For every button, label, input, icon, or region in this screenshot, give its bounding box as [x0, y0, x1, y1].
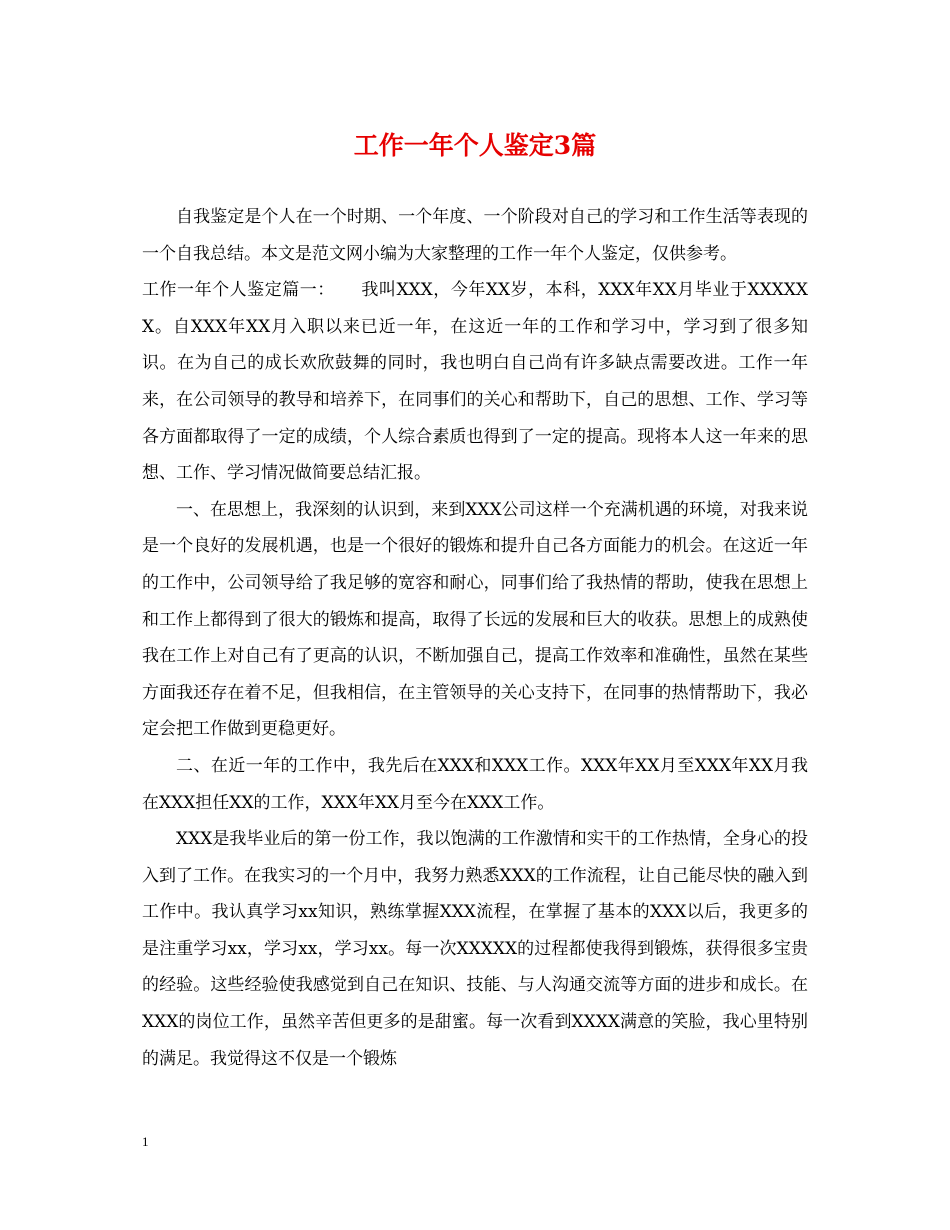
paragraph-intro: 自我鉴定是个人在一个时期、一个年度、一个阶段对自己的学习和工作生活等表现的一个自我总结。本文是范文网小编为大家整理的工作一年个人鉴定，仅供参考。 [142, 207, 808, 264]
paragraph-thought: 一、在思想上，我深刻的认识到，来到XXX公司这样一个充满机遇的环境，对我来说是一个良好的发展机遇，也是一个很好的锻炼和提升自己各方面能力的机会。在这近一年的工作中，公司领导给了我足够的宽容和耐心，同事们给了我热情的帮助，使我在思想上和工作上都得到了很大的锻炼和提高，取得了长远的发展和巨大的收获。思想上的成熟使我在工作上对自己有了更高的认识，不断加强自己，提高工作效率和准确性，虽然在某些方面我还存在着不足，但我相信，在主管领导的关心支持下，在同事的热情帮助下，我必定会把工作做到更稳更好。 [142, 499, 808, 740]
paragraph-work-history: 二、在近一年的工作中，我先后在XXX和XXX工作。XXX年XX月至XXX年XX月我在XXX担任XX的工作，XXX年XX月至今在XXX工作。 [142, 755, 808, 813]
document-title: 工作一年个人鉴定3篇 [353, 131, 597, 160]
paragraph-section-one-heading: 工作一年个人鉴定篇一： 我叫XXX，今年XX岁，本科，XXX年XX月毕业于XXXXXX。自XXX年XX月入职以来已近一年，在这近一年的工作和学习中，学习到了很多知识。在为自己的成长欢欣鼓舞的同时，我也明白自己尚有许多缺点需要改进。工作一年来，在公司领导的教导和培养下，在同事们的关心和帮助下，自己的思想、工作、学习等各方面都取得了一定的成绩，个人综合素质也得到了一定的提高。现将本人这一年来的思想、工作、学习情况做简要总结汇报。 [142, 280, 808, 484]
document-body [142, 199, 808, 1077]
page-number: 1 [142, 1134, 149, 1149]
paragraph-first-job: XXX是我毕业后的第一份工作，我以饱满的工作激情和实干的工作热情，全身心的投入到了工作。在我实习的一个月中，我努力熟悉XXX的工作流程，让自己能尽快的融入到工作中。我认真学习xx知识，熟练掌握XXX流程，在掌握了基本的XXX以后，我更多的是注重学习xx，学习xx，学习xx。每一次XXXXX的过程都使我得到锻炼，获得很多宝贵的经验。这些经验使我感觉到自己在知识、技能、与人沟通交流等方面的进步和成长。在XXX的岗位工作，虽然辛苦但更多的是甜蜜。每一次看到XXXX满意的笑脸，我心里特别的满足。我觉得这不仅是一个锻炼 [142, 829, 808, 1069]
